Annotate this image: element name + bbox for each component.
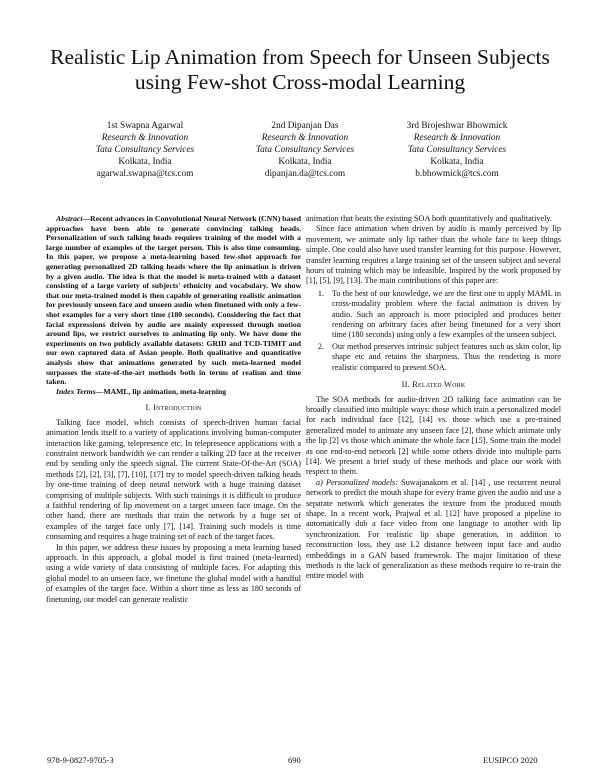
left-column	[46, 214, 301, 605]
author-email: dipanjan.da@tcs.com	[264, 169, 346, 179]
subsection-label: a) Personalized models:	[316, 477, 398, 487]
author-dept: Research & Innovation	[413, 133, 501, 143]
intro-paragraph-2: In this paper, we address these issues by proposing a meta learning based approach. In this approach, a global model is first trained (meta-learned) using a wide variety of data consisting of multiple faces. For adapting this global model to an unseen face, we finetune the global model with a handful of examples of the target face. Within a short time as less as 180 seconds of finetuning, our model can generate realistic	[46, 542, 301, 604]
author-email: b.bhowmick@tcs.com	[415, 169, 499, 179]
author-1	[55, 120, 235, 180]
list-item: 2. Our method preserves intrinsic subject features such as skin color, lip shape etc and retains the sharpness. Thus the rendering is more realistic compared to present SOA.	[326, 342, 561, 373]
author-3	[367, 120, 547, 180]
section-heading-introduction: I. Introduction	[145, 403, 202, 413]
author-name: 1st Swapna Agarwal	[106, 121, 184, 131]
author-city: Kolkata, India	[430, 157, 484, 167]
author-org: Tata Consultancy Services	[407, 145, 507, 155]
author-email: agarwal.swapna@tcs.com	[96, 169, 194, 179]
author-org: Tata Consultancy Services	[95, 145, 195, 155]
abstract-text: —Recent advances in Convolutional Neural Network (CNN) based approaches have been able to generate convincing talking heads. Personalization of such talking heads requires training of the model with a large number of examples of the target person. This is also time consuming. In this paper, we propose a meta-learning based few-shot approach for generating personalized 2D talking heads where the lip animation is driven by a given audio. The idea is that the model is meta-trained with a dataset consisting of a large variety of subjects' ethnicity and vocabulary. We show that our meta-trained model is then capable of generating realistic animation for previously unseen face and unseen audio when finetuned with only a few-shot examples for a very short time (180 seconds). Considering the fact that facial expressions driven by audio are mainly expressed through motion around lips, we restrict ourselves to animating lip only. We have done the experiments on two publicly available datasets: GRID and TCD-TIMIT and our own captured data of Asian people. Both qualitative and quantitative analysis show that animations generated by such meta-learned model surpasses the state-of-the-art methods both in terms of realism and time taken.	[46, 214, 301, 387]
index-terms-text: —MAML, lip animation, meta-learning	[95, 386, 227, 396]
author-name: 2nd Dipanjan Das	[271, 121, 339, 131]
author-dept: Research & Innovation	[261, 133, 349, 143]
author-dept: Research & Innovation	[101, 133, 189, 143]
footer-page-number: 690	[288, 755, 301, 765]
right-column	[306, 214, 561, 582]
intro-paragraph-4: Since face animation when driven by audio is mainly perceived by lip movement, we animate only lip rather than the whole face to keep things simple. One could also have used transfer learning for this purpose. However, transfer learning requires a large training set of the unseen subject and several hours of training which may be infeasible. Inspired by the work proposed by [1], [5], [9], [13]. The main contributions of this paper are:	[306, 224, 561, 286]
author-org: Tata Consultancy Services	[255, 145, 355, 155]
intro-paragraph-1: Talking face model, which consists of speech-driven human facial animation lends itself to a variety of applications involving human-computer interaction like gaming, telepresence etc. In telepresence applications with a constraint network bandwidth we can render a talking 2D face at the receiver end by sending only the speech signal. The current State-Of-the-Art (SOA) methods [2], [2], [3], [7], [10], [17] try to model speech-driven talking heads by one-time training of deep neural network with a huge training dataset comprising of multiple subjects. With such trainings it is difficult to produce a faithful rendering of lip movement on a target unseen face image. On the other hand, there are methods that train the network by a huge set of examples of the target face only [7], [14]. Training such models is time consuming and requires a huge training set of each of the target faces.	[46, 417, 301, 542]
footer-conference: EUSIPCO 2020	[483, 755, 538, 765]
list-item: 1. To the best of our knowledge, we are the first one to apply MAML in cross-modality problem where the facial animation is driven by audio. Such an approach is more principled and produces better rendering on arbitrary faces after being finetuned for a very short time (180 seconds) using only a few examples of the unseen subject.	[326, 289, 561, 341]
intro-paragraph-3: animation that beats the existing SOA both quantitatively and qualitatively.	[306, 214, 552, 223]
abstract	[46, 214, 301, 387]
related-work-text: Suwajanakorn et al. [14] , use recurrent neural network to predict the mouth shape for every frame given the audio and use a separate network which generates the texture from the produced mouth shape. In a recent work, Prajwal et al. [12] have proposed a pipeline to automatically dub a face video from one language to another with lip synchronization. For realistic lip shape generation, in addition to reconstruction loss, they use L2 distance between input face and audio embeddings in a GAN based framewrok. The major limitation of these methods is the lack of generalization as these methods require to re-train the entire model with	[306, 477, 561, 581]
contributions-list	[306, 289, 561, 373]
paper-title: Realistic Lip Animation from Speech for Unseen Subjects using Few-shot Cross-modal Learning	[50, 45, 550, 94]
author-city: Kolkata, India	[278, 157, 332, 167]
related-work-paragraph-2	[306, 478, 561, 582]
index-terms	[46, 387, 301, 397]
abstract-label: Abstract	[56, 214, 83, 223]
index-terms-label: Index Terms	[56, 386, 96, 396]
footer-isbn: 978-9-0827-9705-3	[47, 755, 114, 765]
author-name: 3rd Brojeshwar Bhowmick	[406, 121, 508, 131]
section-heading-related-work: II. Related Work	[401, 380, 466, 390]
author-city: Kolkata, India	[118, 157, 172, 167]
related-work-paragraph-1: The SOA methods for audio-driven 2D talking face animation can be broadly classified into multiple ways: those which train a personalized model for each individual face [12], [14] vs. those which use a pre-trained generalized model to animate any unseen face [2], those which animate only the lip [2] vs those which animate the whole face [15]. Some train the model as one end-to-end network [2] while some others divide into multiple parts [14]. We present a brief study of these methods and place our work with respect to them.	[306, 394, 561, 477]
